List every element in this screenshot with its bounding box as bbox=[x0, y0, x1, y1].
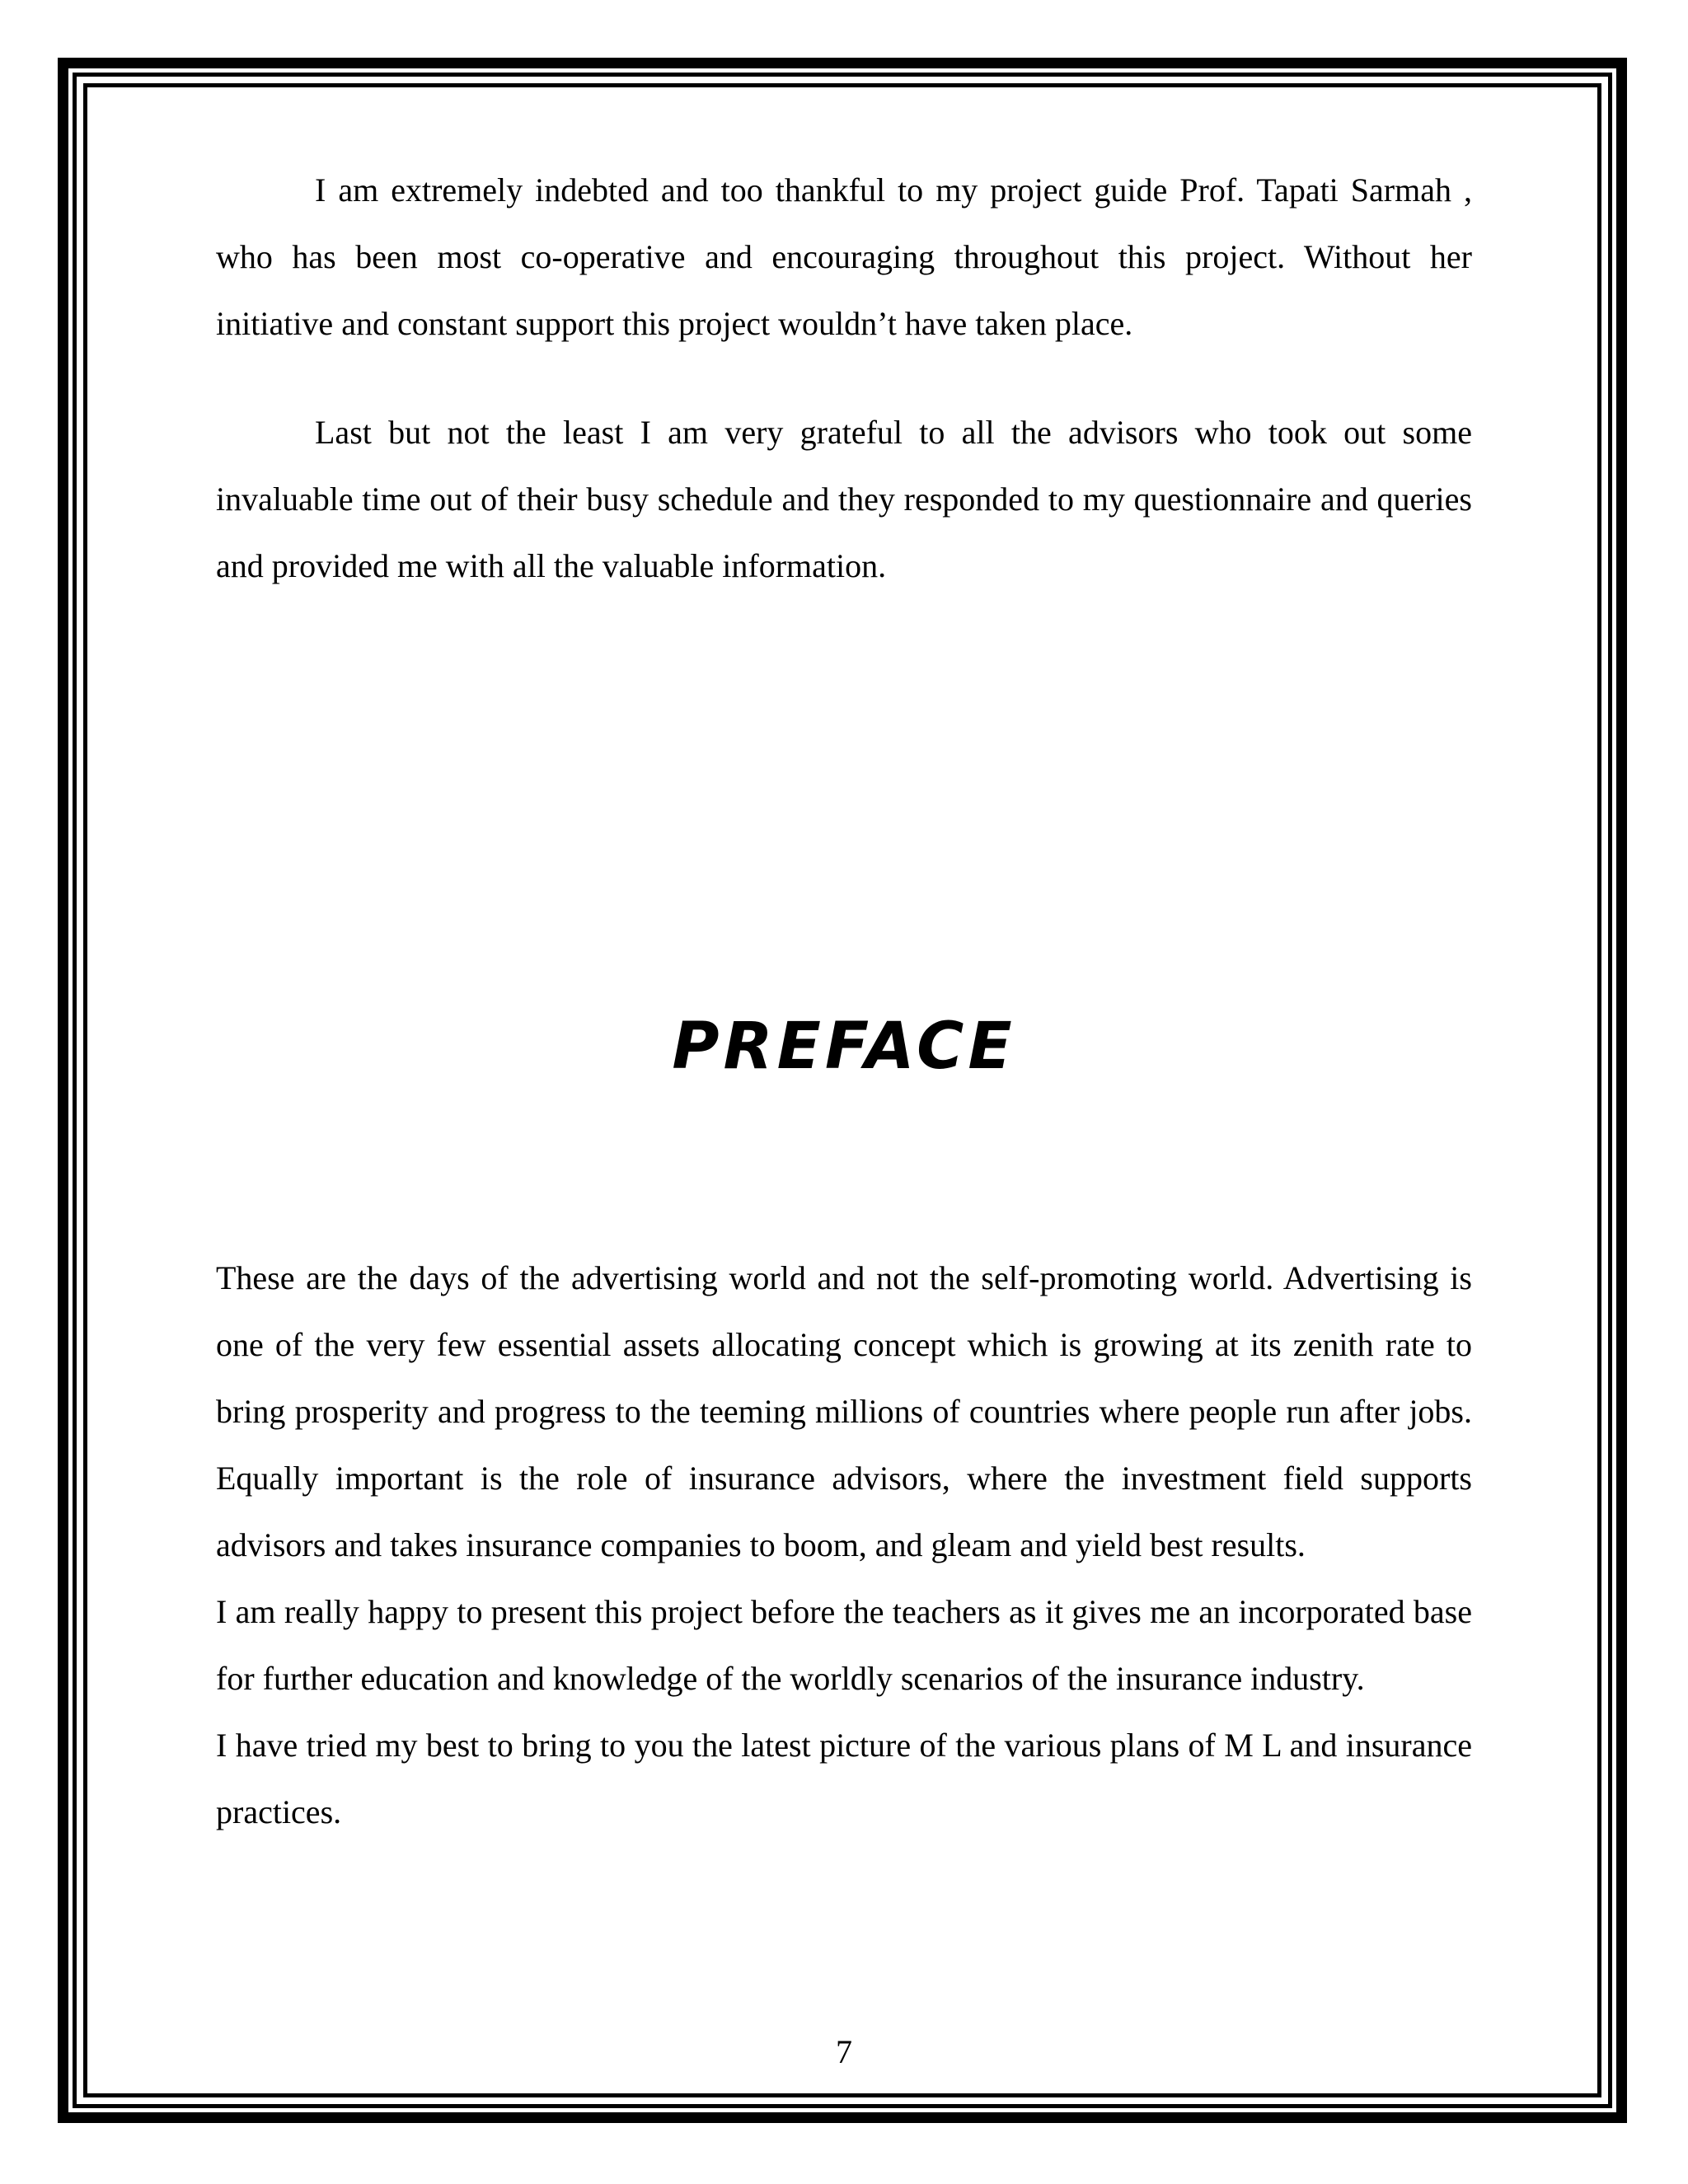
page-number: 7 bbox=[836, 2033, 852, 2070]
preface-section bbox=[216, 1244, 1472, 1845]
acknowledgement-section bbox=[216, 157, 1472, 599]
preface-paragraph: I am really happy to present this project before the teachers as it gives me an incorporated base for further education and knowledge of the worldly scenarios of the insurance industry. bbox=[216, 1593, 1472, 1697]
preface-paragraph: I have tried my best to bring to you the latest picture of the various plans of M L and insurance practices. bbox=[216, 1727, 1472, 1830]
acknowledgement-paragraph: I am extremely indebted and too thankful to my project guide Prof. Tapati Sarmah , who has been most co-operative and encouraging throughout this project. Without her initiative and constant support this project wouldn’t have taken place. bbox=[216, 171, 1472, 342]
preface-paragraph: These are the days of the advertising world and not the self-promoting world. Advertising is one of the very few essential assets allocating concept which is growing at its zenith rate to bring prosperity and progress to the teeming millions of countries where people run after jobs. Equally important is the role of insurance advisors, where the investment field supports advisors and takes insurance companies to boom, and gleam and yield best results. bbox=[216, 1259, 1472, 1563]
acknowledgement-paragraph: Last but not the least I am very grateful to all the advisors who took out some invaluable time out of their busy schedule and they responded to my questionnaire and queries and provided me with all the valuable information. bbox=[216, 414, 1472, 584]
preface-heading: PREFACE bbox=[672, 1010, 1016, 1084]
